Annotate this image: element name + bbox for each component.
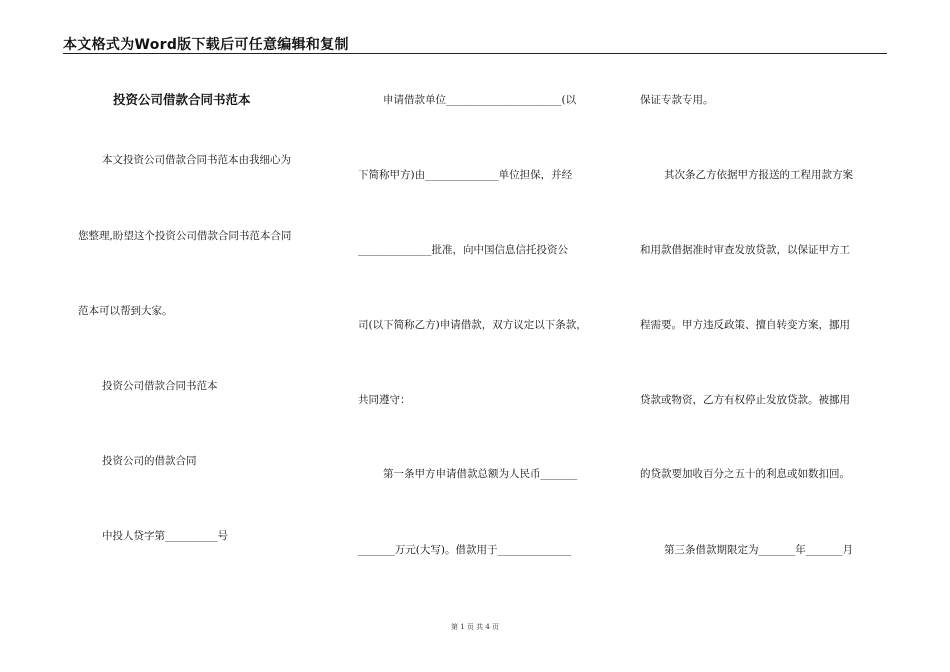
text-line: 下简称甲方)由______________单位担保，并经 xyxy=(358,169,573,181)
document-title: 投资公司借款合同书范本 xyxy=(113,92,251,107)
text-line: 程需要。甲方违反政策、擅自转变方案，挪用 xyxy=(640,319,850,331)
text-line: 投资公司的借款合同 xyxy=(102,455,197,467)
text-line: 申请借款单位______________________(以 xyxy=(383,94,577,106)
text-line: 范本可以帮到大家。 xyxy=(78,305,173,317)
text-line: 共同遵守： xyxy=(358,394,411,406)
text-line: 第三条借款期限定为_______年_______月 xyxy=(664,544,853,556)
text-line: 保证专款专用。 xyxy=(640,94,714,106)
text-line: ______________批准，向中国信息信托投资公 xyxy=(358,244,568,256)
text-line: 其次条乙方依据甲方报送的工程用款方案 xyxy=(664,169,853,181)
page-number: 第 1 页 共 4 页 xyxy=(450,623,500,631)
text-line: 和用款借据准时审查发放贷款，以保证甲方工 xyxy=(640,244,850,256)
text-line: 投资公司借款合同书范本 xyxy=(102,380,218,392)
text-line: 贷款或物资，乙方有权停止发放贷款。被挪用 xyxy=(640,394,850,406)
header-text: 本文格式为Word版下载后可任意编辑和复制 xyxy=(63,37,349,53)
text-line: 第一条甲方申请借款总额为人民币_______ xyxy=(383,468,578,480)
text-line: 您整理,盼望这个投资公司借款合同书范本合同 xyxy=(78,230,292,242)
text-line: 本文投资公司借款合同书范本由我细心为 xyxy=(102,154,291,166)
text-line: _______万元(大写)。借款用于______________ xyxy=(358,544,571,556)
text-line: 中投人贷字第__________号 xyxy=(102,530,228,542)
text-line: 的贷款要加收百分之五十的利息或如数扣回。 xyxy=(640,468,850,480)
page-header xyxy=(63,31,887,54)
text-line: 司(以下简称乙方)申请借款，双方议定以下条款， xyxy=(358,319,587,331)
